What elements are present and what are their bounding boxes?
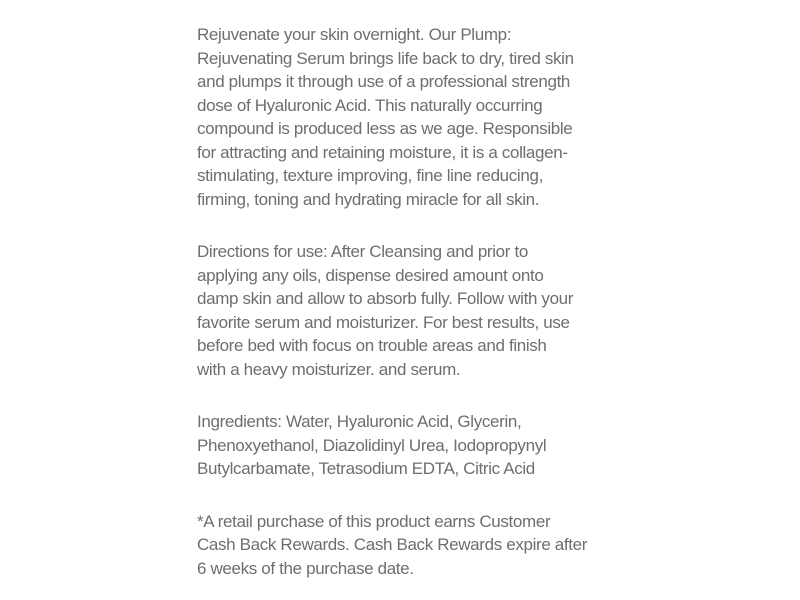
text-line: dose of Hyaluronic Acid. This naturally occurring [197, 95, 543, 115]
text-line: Cash Back Rewards. Cash Back Rewards expire after [197, 535, 588, 554]
description-paragraph [197, 23, 621, 211]
text-line: and plumps it through use of a professional strength [197, 72, 571, 91]
directions-paragraph [197, 240, 621, 381]
rewards-note-paragraph [197, 510, 621, 581]
text-line: Rejuvenating Serum brings life back to dry, tired skin [197, 48, 574, 68]
text-line: with a heavy moisturizer. and serum. [197, 359, 461, 379]
text-line: compound is produced less as we age. Responsible [197, 119, 573, 138]
text-line: 6 weeks of the purchase date. [197, 558, 414, 578]
text-line: stimulating, texture improving, fine line reducing, [197, 166, 543, 185]
text-line: before bed with focus on trouble areas and finish [197, 336, 547, 355]
ingredients-paragraph [197, 410, 621, 481]
text-line: favorite serum and moisturizer. For best results, use [197, 312, 570, 332]
product-description [197, 23, 621, 580]
text-line: Ingredients: Water, Hyaluronic Acid, Glycerin, [197, 412, 522, 431]
text-line: damp skin and allow to absorb fully. Follow with your [197, 289, 574, 308]
text-line: Rejuvenate your skin overnight. Our Plump: [197, 25, 512, 44]
text-line: Phenoxyethanol, Diazolidinyl Urea, Iodopropynyl [197, 435, 547, 455]
text-line: Directions for use: After Cleansing and prior to [197, 242, 528, 261]
text-line: Butylcarbamate, Tetrasodium EDTA, Citric Acid [197, 459, 535, 478]
text-line: *A retail purchase of this product earns Customer [197, 511, 551, 531]
text-line: applying any oils, dispense desired amount onto [197, 265, 544, 285]
text-line: firming, toning and hydrating miracle for all skin. [197, 189, 540, 209]
text-line: for attracting and retaining moisture, it is a collagen- [197, 142, 568, 162]
